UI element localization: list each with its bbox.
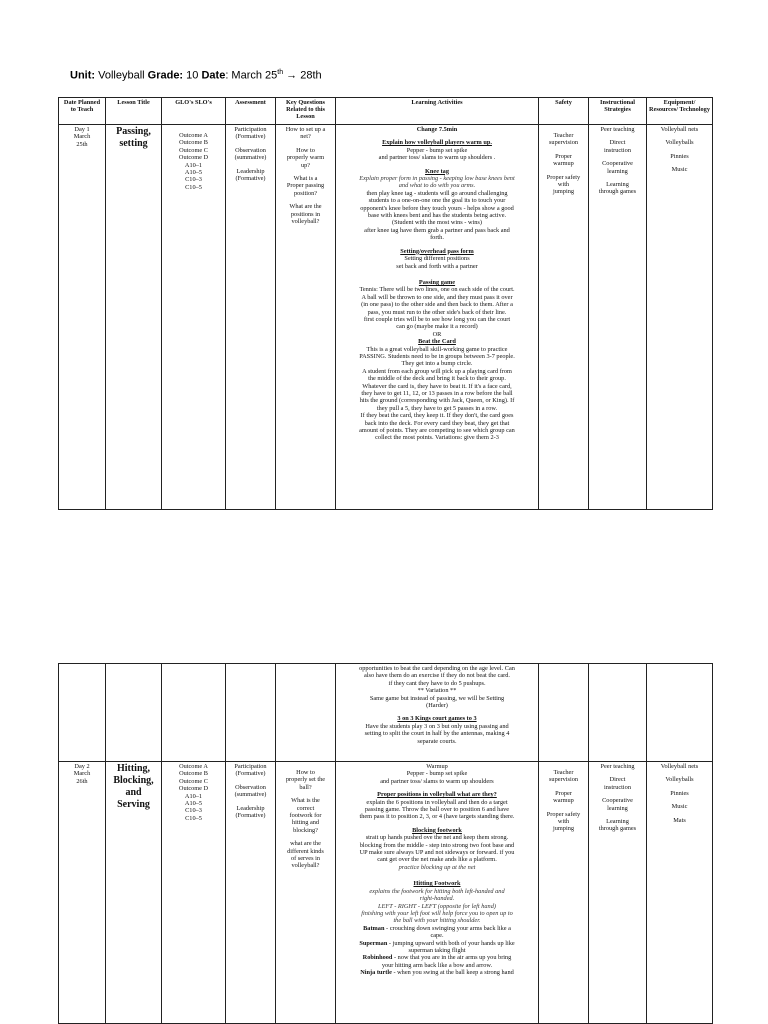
day2-strategies: Peer teaching Direct instruction Cooperative learning Learning through games	[589, 762, 647, 1024]
day2-assessment: Participation (Formative) Observation (summative) Leadership (Formative)	[226, 762, 276, 1024]
day1-assessment: Participation (Formative) Observation (summative) Leadership (Formative)	[226, 125, 276, 510]
col-date-header: Date Planned to Teach	[59, 98, 106, 125]
lesson-plan-table-page1	[58, 97, 713, 510]
col-safety-header: Safety	[539, 98, 589, 125]
date-value: : March 25	[225, 69, 278, 82]
col-title-header: Lesson Title	[106, 98, 162, 125]
day2-activities: Warmup Pepper - bump set spike and partner toss/ slams to warm up shoulders Proper positions in volleyball what are they? explain the 6 positions in volleyball and then do a target passing game. Throw the ball over to position 6 and have them pass it to position 2, 3, or 4 (have targets standing there. Blocking footwork strait up hands pushed ove the net and keep them strong. blocking from the middle - step into strong two foot base and UP make sure always UP and not sideways or forward. if you cant get over the net make ands like a platform. practice blocking up at the net Hitting Footwork explains the footwork for hitting both left-handed and right-handed. LEFT - RIGHT - LEFT (opposite for left hand) finishing with your left foot will help force you to open up to the ball with your hitting shoulder. Batman - crouching down swinging your arms back like a cape. Superman - jumping upward with both of your hands up like superman taking flight Robinhood - now that you are in the air arms up you bring your hitting arm back like a bow and arrow. Ninja turtle - when you swing at the ball keep a strong hand	[336, 762, 539, 1024]
header-row	[59, 98, 713, 125]
col-assessment-header: Assessment	[226, 98, 276, 125]
unit-value: Volleyball	[95, 69, 148, 82]
day2-date: Day 2 March 26th	[59, 762, 106, 1024]
grade-label: Grade:	[147, 69, 184, 82]
day1-title: Passing, setting	[106, 125, 162, 510]
unit-label: Unit:	[70, 69, 96, 82]
day1-date: Day 1 March 25th	[59, 125, 106, 510]
day2-title: Hitting, Blocking, and Serving	[106, 762, 162, 1024]
col-equipment-header: Equipment/ Resources/ Technology	[647, 98, 713, 125]
col-strategies-header: Instructional Strategies	[589, 98, 647, 125]
day1-questions: How to set up a net? How to properly warm up? What is a Proper passing position? What are the positions in volleyball?	[276, 125, 336, 510]
lesson-plan-table-page2	[58, 663, 713, 1024]
date-label: Date	[201, 69, 226, 82]
day1-activities: Change 7.5min Explain how volleyball players warm up. Pepper - bump set spike and partner toss/ slams to warm up shoulders . Knee tag Explain proper form in passing - keeping low base knees bent and what to do with you arms. then play knee tag - students will go around challenging students to a one-on-one one the goal its to touch your opponent's knee before they touch yours - helps show a good base with knees bent and has the students being active. (Student with the most wins - wins) after knee tag have them grab a partner and pass back and forth. Setting/overhead pass form Setting different positions set back and forth with a partner Passing game Tennis: There will be two lines, one on each side of the court. A ball will be thrown to one side, and they must pass it over (in one pass) to the other side and then back to them. After a pass, you must run to the other side's back of their line. first couple tries will be to see how long you can the court can go (maybe make it a record) OR Beat the Card This is a great volleyball skill-working game to practice PASSING. Students need to be in groups between 3-7 people. They get into a bump circle. A student from each group will pick up a playing card from the middle of the deck and bring it back to their group. Whatever the card is, they have to beat it. If it's a face card, they have to get 11, 12, or 13 passes in a row before the ball hits the ground (corresponding with Jack, Queen, or King). If they pull a 5, they have to get 5 passes in a row. If they beat the card, they keep it. If they don't, the card goes back into the deck. For every card they beat, they get that amount of points. They are competing to see which group can collect the most points. Variations: give them 2-3	[336, 125, 539, 510]
col-glo-header: GLO's SLO's	[162, 98, 226, 125]
col-questions-header: Key Questions Related to this Lesson	[276, 98, 336, 125]
day2-equipment: Volleyball nets Volleyballs Pinnies Music Mats	[647, 762, 713, 1024]
grade-value: 10	[183, 69, 202, 82]
day2-row	[59, 762, 713, 1024]
day2-questions: How to properly set the ball? What is the correct footwork for hitting and blocking? what are the different kinds of serves in volleyball?	[276, 762, 336, 1024]
day1-equipment: Volleyball nets Volleyballs Pinnies Music	[647, 125, 713, 510]
day1-strategies: Peer teaching Direct instruction Cooperative learning Learning through games	[589, 125, 647, 510]
day2-outcomes: Outcome A Outcome B Outcome C Outcome D A10–1 A10–5 C10–3 C10–5	[162, 762, 226, 1024]
day1-row	[59, 125, 713, 510]
day1-outcomes: Outcome A Outcome B Outcome C Outcome D A10–1 A10–5 C10–3 C10–5	[162, 125, 226, 510]
day1-safety: Teacher supervision Proper warmup Proper safety with jumping	[539, 125, 589, 510]
date-arrow: → 28th	[283, 69, 322, 82]
day1-activities-continued: opportunities to beat the card depending on the age level. Can also have them do an exercise if they do not beat the card. if they cant they have to do 5 pushups. ** Variation ** Same game but instead of passing, we will be Setting (Harder) 3 on 3 Kings court games to 3 Have the students play 3 on 3 but only using passing and setting to split the court in half by the antennas, making 4 separate courts.	[336, 664, 539, 762]
col-activities-header: Learning Activities	[336, 98, 539, 125]
date-sup: th	[277, 69, 284, 76]
continuation-row	[59, 664, 713, 762]
unit-header	[70, 69, 322, 82]
day2-safety: Teacher supervision Proper warmup Proper safety with jumping	[539, 762, 589, 1024]
